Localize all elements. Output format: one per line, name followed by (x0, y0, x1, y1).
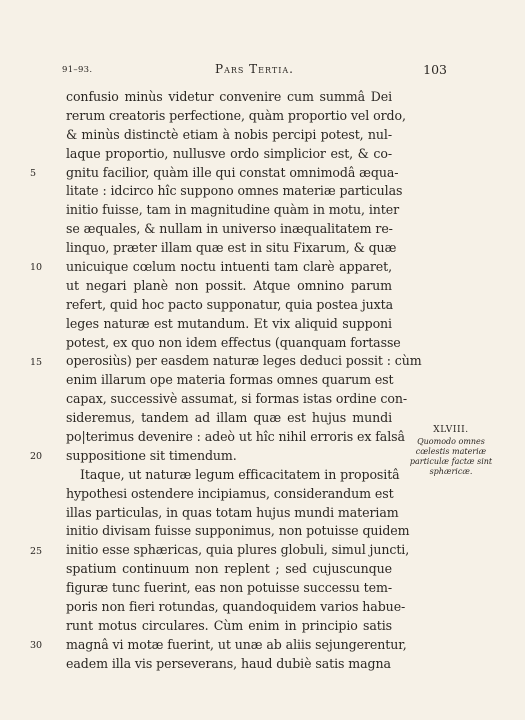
margin-note-numeral: XLVIII. (433, 425, 469, 435)
text-line: poris non fieri rotundas, quandoquidem varios habue- (66, 599, 406, 615)
text-line: sideremus, tandem ad illam quæ est hujus mundi (66, 410, 392, 426)
page-header (62, 62, 447, 80)
text-line: ut negari planè non possit. Atque omnino parum (66, 277, 392, 293)
text-line: suppositione sit timendum. (66, 447, 237, 463)
text-line: linquo, præter illam quæ est in situ Fixarum, & quæ (66, 240, 397, 256)
text-line: spatium continuum non replent ; sed cujuscunque (66, 561, 392, 577)
line-number: 5 (30, 167, 37, 179)
text-line: illas particulas, in quas totam hujus mundi materiam (66, 504, 399, 520)
text-line: eadem illa vis perseverans, haud dubiè satis magna (66, 655, 391, 671)
text-line: figuræ tunc fuerint, eas non potuisse successu tem- (66, 580, 392, 596)
text-line: operosiùs) per easdem naturæ leges deduci possit : cùm (66, 353, 422, 369)
line-number: 25 (30, 545, 43, 557)
line-number: 20 (30, 451, 43, 463)
text-line: laque proportio, nullusve ordo simplicior est, & co- (66, 145, 392, 161)
text-line: Itaque, ut naturæ legum efficacitatem in propositâ (80, 466, 400, 482)
text-line: initio divisam fuisse supponimus, non potuisse quidem (66, 523, 410, 539)
page-number: 103 (423, 62, 447, 77)
text-line: hypothesi ostendere incipiamus, considerandum est (66, 485, 394, 501)
section-numbers: 91–93. (62, 65, 93, 75)
text-line: enim illarum ope materia formas omnes quarum est (66, 372, 394, 388)
text-line: potest, ex quo non idem effectus (quanquam fortasse (66, 334, 401, 350)
text-line: leges naturæ est mutandum. Et vix aliquid supponi (66, 315, 392, 331)
text-line: unicuique cœlum noctu intuenti tam clarè apparet, (66, 259, 392, 275)
text-line: litate : idcirco hîc suppono omnes materiæ particulas (66, 183, 403, 199)
line-number: 10 (30, 262, 43, 274)
text-line: & minùs distinctè etiam à nobis percipi potest, nul- (66, 126, 392, 142)
text-line: refert, quid hoc pacto supponatur, quia postea juxta (66, 296, 394, 312)
text-line: runt motus circulares. Cùm enim in principio satis (66, 617, 392, 633)
text-line: magnâ vi motæ fuerint, ut unæ ab aliis sejungerentur, (66, 636, 407, 652)
text-line: rerum creatoris perfectione, quàm proportio vel ordo, (66, 107, 406, 123)
running-title: Pars Tertia. (215, 62, 294, 76)
line-number: 30 (30, 640, 43, 652)
line-number: 15 (30, 356, 43, 368)
text-line: confusio minùs videtur convenire cum summâ Dei (66, 89, 392, 104)
text-line: initio fuisse, tam in magnitudine quàm in motu, inter (66, 202, 400, 218)
body-text (66, 88, 422, 674)
text-line: po|terimus devenire : adeò ut hîc nihil erroris ex falsâ (66, 429, 405, 445)
text-line: capax, successivè assumat, si formas istas ordine con- (66, 391, 408, 407)
text-line: gnitu facilior, quàm ille qui constat omnimodâ æqua- (66, 164, 399, 180)
text-line: initio esse sphæricas, quia plures globuli, simul juncti, (66, 542, 410, 558)
text-line: se æquales, & nullam in universo inæqualitatem re- (66, 221, 393, 237)
margin-note-text: Quomodo omnes cœlestis materiæ particulæ factæ sint sphæricæ. (409, 437, 493, 476)
margin-note (402, 425, 500, 477)
